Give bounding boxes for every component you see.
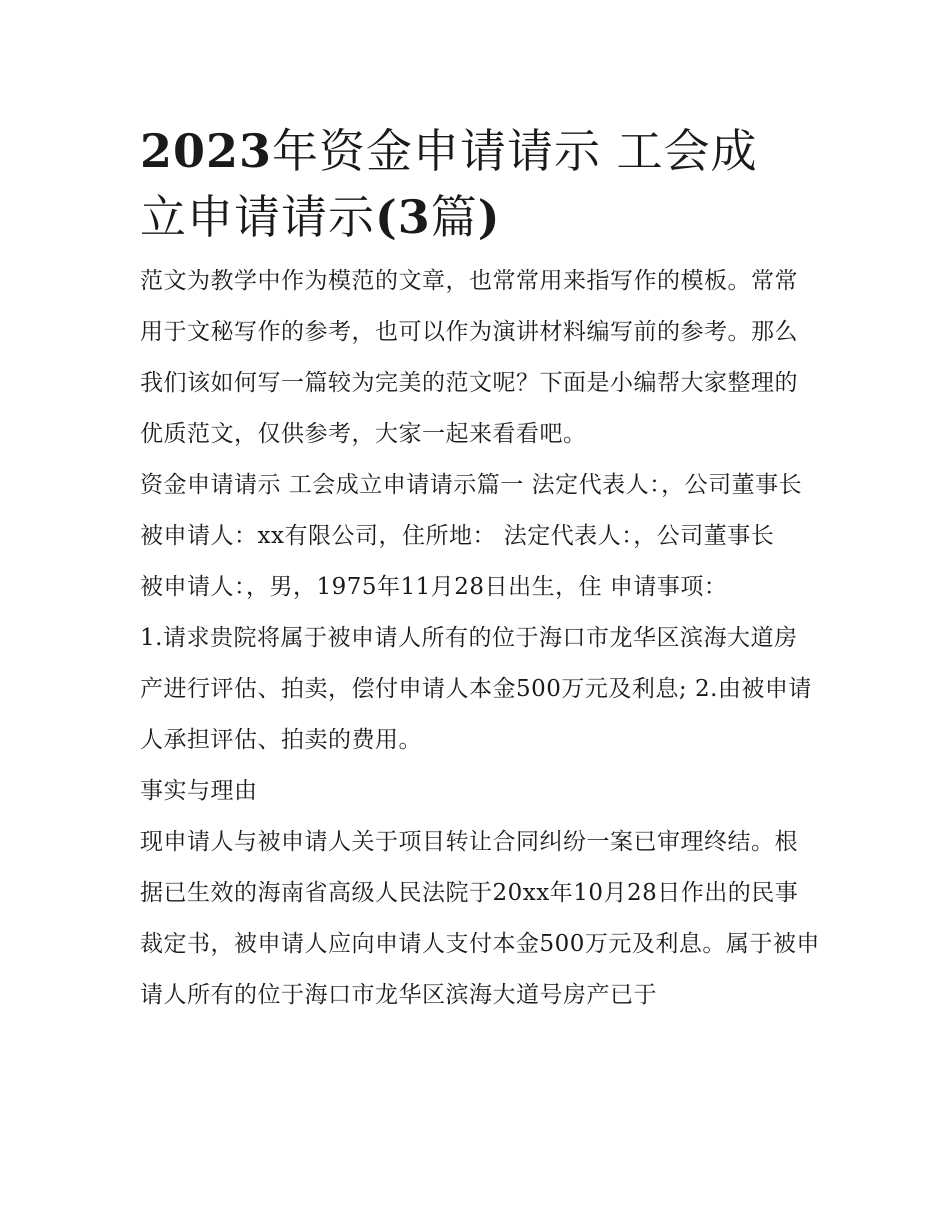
title-line-1: 2023年资金申请请示 工会成 <box>140 124 758 178</box>
paragraph-facts: 现申请人与被申请人关于项目转让合同纠纷一案已审理终结。根据已生效的海南省高级人民法院于20xx年10月28日作出的民事裁定书，被申请人应向申请人支付本金500万元及利息。属于被申请人所有的位于海口市龙华区滨海大道号房产已于 <box>140 829 820 1008</box>
document-content <box>140 118 820 1021</box>
title-line-2: 立申请请示(3篇) <box>140 190 501 244</box>
document-title <box>140 118 820 250</box>
paragraph-applicant: 资金申请请示 工会成立申请请示篇一 法定代表人：，公司董事长 被申请人：xx有限公司，住所地： 法定代表人：，公司董事长 <box>140 472 803 549</box>
paragraph-intro: 范文为教学中作为模范的文章，也常常用来指写作的模板。常常用于文秘写作的参考，也可以作为演讲材料编写前的参考。那么我们该如何写一篇较为完美的范文呢？下面是小编帮大家整理的优质范文，仅供参考，大家一起来看看吧。 <box>140 268 798 447</box>
paragraph-requests: 1.请求贵院将属于被申请人所有的位于海口市龙华区滨海大道房产进行评估、拍卖，偿付申请人本金500万元及利息; 2.由被申请人承担评估、拍卖的费用。 <box>140 625 812 753</box>
section-heading-facts: 事实与理由 <box>140 778 258 804</box>
paragraph-respondent: 被申请人：，男，1975年11月28日出生，住 申请事项： <box>140 574 728 600</box>
